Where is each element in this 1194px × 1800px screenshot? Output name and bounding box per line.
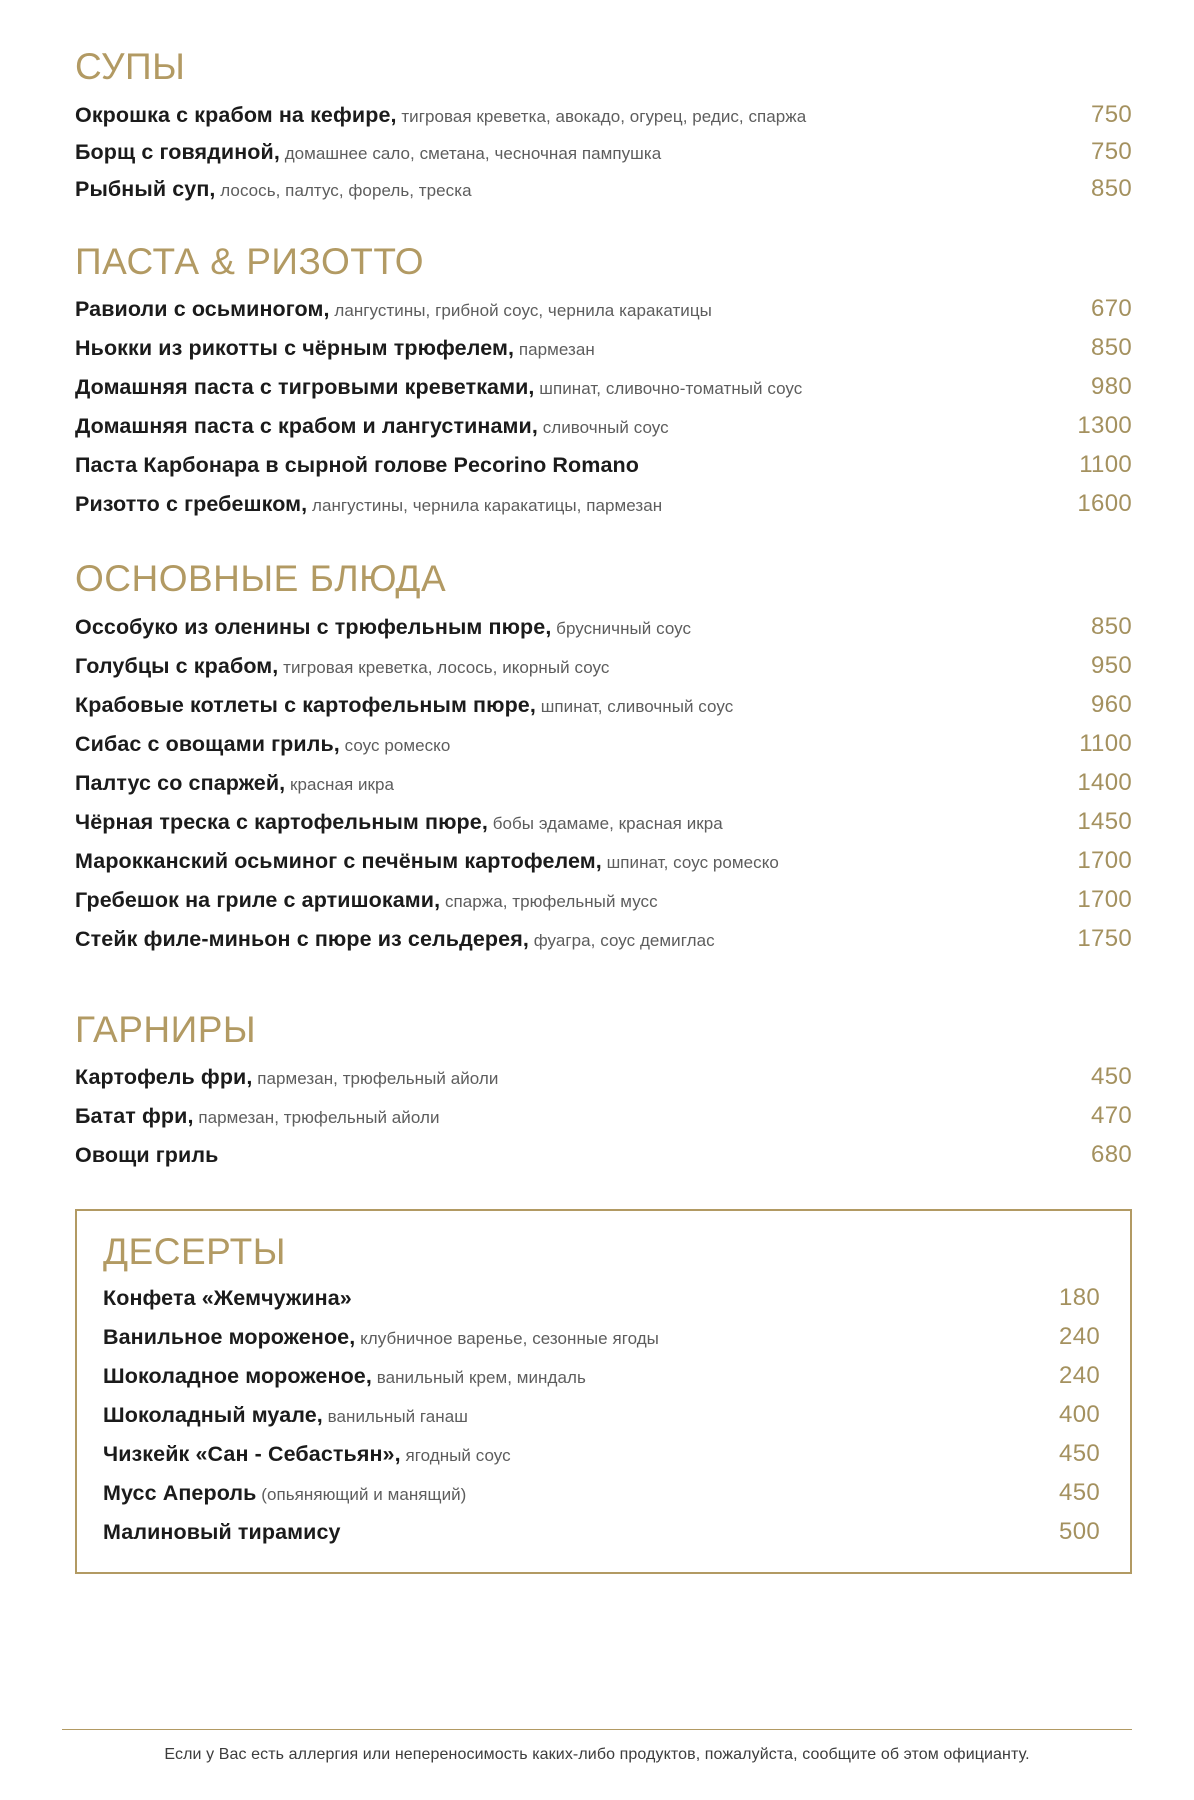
dish-price: 850 — [1091, 334, 1132, 362]
menu-item-text — [75, 452, 1024, 479]
dish-price: 400 — [1059, 1400, 1100, 1428]
footer-divider — [62, 1729, 1132, 1730]
dish-description: клубничное варенье, сезонные ягоды — [355, 1328, 659, 1348]
dish-description: соус ромеско — [339, 735, 451, 755]
dish-price: 960 — [1091, 690, 1132, 718]
dish-name: Ризотто с гребешком, — [75, 492, 308, 517]
allergy-note: Если у Вас есть аллергия или непереносимость каких-либо продуктов, пожалуйста, сообщите об этом официанту. — [164, 1746, 1030, 1763]
dish-name: Овощи гриль — [75, 1143, 219, 1168]
menu-item-text — [75, 102, 1024, 129]
dish-description: пармезан, трюфельный айоли — [252, 1069, 499, 1089]
dish-name: Батат фри, — [75, 1104, 194, 1129]
dish-price: 1300 — [1077, 412, 1132, 440]
dish-description: пармезан, трюфельный айоли — [193, 1108, 440, 1128]
menu-item-text — [103, 1441, 1000, 1468]
menu-section — [75, 558, 1132, 953]
dish-description: шпинат, сливочно-томатный соус — [534, 379, 803, 399]
menu-item-text — [75, 374, 1024, 401]
dish-price: 1100 — [1079, 729, 1132, 757]
menu-item-row — [75, 138, 1132, 166]
menu-item-row — [75, 886, 1132, 914]
dish-price: 500 — [1059, 1517, 1100, 1545]
menu-item-row — [75, 101, 1132, 129]
dish-price: 680 — [1091, 1141, 1132, 1169]
menu-item-text — [103, 1363, 1000, 1390]
menu-item-row — [103, 1362, 1100, 1390]
dish-price: 240 — [1059, 1361, 1100, 1389]
menu-item-row — [75, 373, 1132, 401]
menu-item-row — [75, 490, 1132, 518]
dish-price: 1450 — [1077, 807, 1132, 835]
dish-description: (опьяняющий и манящий) — [256, 1484, 467, 1504]
menu-item-row — [75, 175, 1132, 203]
dish-price: 750 — [1091, 100, 1132, 128]
dish-price: 240 — [1059, 1322, 1100, 1350]
menu-sections — [75, 46, 1132, 1169]
menu-item-text — [103, 1285, 1000, 1312]
menu-item-text — [75, 731, 1024, 758]
dish-name: Равиоли с осьминогом, — [75, 297, 330, 322]
dish-name: Домашняя паста с тигровыми креветками, — [75, 375, 535, 400]
dish-description: шпинат, сливочный соус — [535, 696, 734, 716]
menu-item-text — [103, 1324, 1000, 1351]
dish-description: бобы эдамаме, красная икра — [487, 813, 723, 833]
dish-name: Марокканский осьминог с печёным картофелем, — [75, 848, 602, 873]
section-title: ОСНОВНЫЕ БЛЮДА — [75, 558, 447, 600]
menu-item-row — [75, 847, 1132, 875]
dish-price: 750 — [1091, 137, 1132, 165]
menu-item-text — [75, 1103, 1024, 1130]
dish-price: 1750 — [1077, 924, 1132, 952]
menu-item-row — [75, 925, 1132, 953]
menu-section — [75, 1009, 1132, 1170]
dish-description: спаржа, трюфельный мусс — [440, 891, 658, 911]
menu-item-row — [75, 334, 1132, 362]
menu-item-text — [75, 1142, 1024, 1169]
menu-item-text — [75, 335, 1024, 362]
menu-item-row — [103, 1440, 1100, 1468]
menu-item-row — [75, 412, 1132, 440]
desserts-section — [75, 1209, 1132, 1574]
dish-price: 1600 — [1077, 490, 1132, 518]
dish-name: Конфета «Жемчужина» — [103, 1285, 352, 1310]
menu-item-row — [75, 808, 1132, 836]
dish-description: пармезан — [514, 340, 595, 360]
dish-price: 850 — [1091, 174, 1132, 202]
menu-item-text — [103, 1519, 1000, 1546]
dish-price: 470 — [1091, 1102, 1132, 1130]
dish-description: лангустины, грибной соус, чернила каракатицы — [329, 301, 712, 321]
dish-description: тигровая креветка, авокадо, огурец, редис, спаржа — [396, 106, 807, 126]
menu-item-row — [103, 1518, 1100, 1546]
menu-item-text — [75, 926, 1024, 953]
menu-item-row — [75, 730, 1132, 758]
menu-item-row — [75, 295, 1132, 323]
dish-name: Малиновый тирамису — [103, 1519, 341, 1544]
menu-item-row — [103, 1401, 1100, 1429]
menu-item-text — [75, 413, 1024, 440]
dish-description: красная икра — [285, 774, 395, 794]
dish-description: фуагра, соус демиглас — [528, 930, 715, 950]
dish-name: Борщ с говядиной, — [75, 139, 280, 164]
dish-price: 1700 — [1077, 885, 1132, 913]
menu-item-text — [103, 1480, 1000, 1507]
footer — [62, 1729, 1132, 1764]
dish-name: Шоколадный муале, — [103, 1402, 323, 1427]
dish-price: 180 — [1059, 1283, 1100, 1311]
section-title: СУПЫ — [75, 46, 186, 87]
dish-price: 450 — [1059, 1478, 1100, 1506]
section-title-desserts: ДЕСЕРТЫ — [103, 1231, 287, 1273]
menu-item-text — [75, 296, 1024, 323]
dish-description: шпинат, соус ромеско — [601, 852, 779, 872]
dish-name: Ванильное мороженое, — [103, 1324, 356, 1349]
dish-name: Палтус со спаржей, — [75, 770, 286, 795]
dish-price: 1700 — [1077, 846, 1132, 874]
dish-name: Гребешок на гриле с артишоками, — [75, 887, 441, 912]
dish-name: Ньокки из рикотты с чёрным трюфелем, — [75, 336, 515, 361]
dish-name: Оссобуко из оленины с трюфельным пюре, — [75, 614, 552, 639]
dish-description: лосось, палтус, форель, треска — [215, 180, 472, 200]
dish-name: Чёрная треска с картофельным пюре, — [75, 809, 488, 834]
menu-item-row — [103, 1479, 1100, 1507]
dish-price: 450 — [1059, 1439, 1100, 1467]
dish-price: 670 — [1091, 295, 1132, 323]
menu-item-row — [103, 1323, 1100, 1351]
dish-price: 850 — [1091, 612, 1132, 640]
dish-name: Голубцы с крабом, — [75, 653, 279, 678]
dish-description: ягодный соус — [400, 1445, 511, 1465]
section-title: ПАСТА & РИЗОТТО — [75, 240, 425, 282]
menu-item-text — [75, 653, 1024, 680]
dish-name: Мусс Апероль — [103, 1480, 257, 1505]
section-title: ГАРНИРЫ — [75, 1008, 257, 1050]
menu-item-row — [75, 1141, 1132, 1169]
dish-name: Крабовые котлеты с картофельным пюре, — [75, 692, 536, 717]
dish-name: Чизкейк «Сан - Себастьян», — [103, 1441, 401, 1466]
dish-description: тигровая креветка, лосось, икорный соус — [278, 657, 610, 677]
dish-price: 1400 — [1077, 768, 1132, 796]
menu-item-row — [75, 652, 1132, 680]
dish-name: Шоколадное мороженое, — [103, 1363, 372, 1388]
dish-name: Домашняя паста с крабом и лангустинами, — [75, 414, 538, 439]
dish-price: 980 — [1091, 373, 1132, 401]
menu-item-row — [75, 691, 1132, 719]
menu-section — [75, 241, 1132, 519]
menu-item-row — [75, 613, 1132, 641]
dish-price: 950 — [1091, 651, 1132, 679]
menu-item-text — [75, 139, 1024, 166]
dish-name: Паста Карбонара в сырной голове Pecorino Romano — [75, 453, 639, 478]
dish-description: брусничный соус — [551, 618, 692, 638]
dish-price: 450 — [1091, 1063, 1132, 1091]
dish-name: Окрошка с крабом на кефире, — [75, 102, 397, 127]
dish-name: Рыбный суп, — [75, 176, 216, 201]
menu-item-row — [75, 1102, 1132, 1130]
menu-section — [75, 46, 1132, 203]
dish-description: сливочный соус — [537, 418, 669, 438]
menu-item-row — [75, 1063, 1132, 1091]
menu-item-text — [75, 809, 1024, 836]
menu-item-text — [75, 692, 1024, 719]
menu-item-row — [75, 769, 1132, 797]
dish-description: ванильный крем, миндаль — [371, 1367, 586, 1387]
dish-price: 1100 — [1079, 451, 1132, 479]
dish-name: Картофель фри, — [75, 1065, 253, 1090]
menu-item-text — [75, 491, 1024, 518]
menu-item-text — [75, 614, 1024, 641]
dish-description: ванильный ганаш — [322, 1406, 468, 1426]
menu-item-text — [75, 176, 1024, 203]
menu-item-row — [103, 1284, 1100, 1312]
menu-item-row — [75, 451, 1132, 479]
dish-name: Стейк филе-миньон с пюре из сельдерея, — [75, 926, 529, 951]
menu-item-text — [75, 1064, 1024, 1091]
menu-item-text — [103, 1402, 1000, 1429]
desserts-item-list — [103, 1284, 1100, 1546]
menu-item-text — [75, 770, 1024, 797]
dish-description: домашнее сало, сметана, чесночная пампушка — [279, 143, 662, 163]
menu-item-text — [75, 848, 1024, 875]
dish-name: Сибас с овощами гриль, — [75, 731, 340, 756]
dish-description: лангустины, чернила каракатицы, пармезан — [307, 496, 663, 516]
menu-item-text — [75, 887, 1024, 914]
